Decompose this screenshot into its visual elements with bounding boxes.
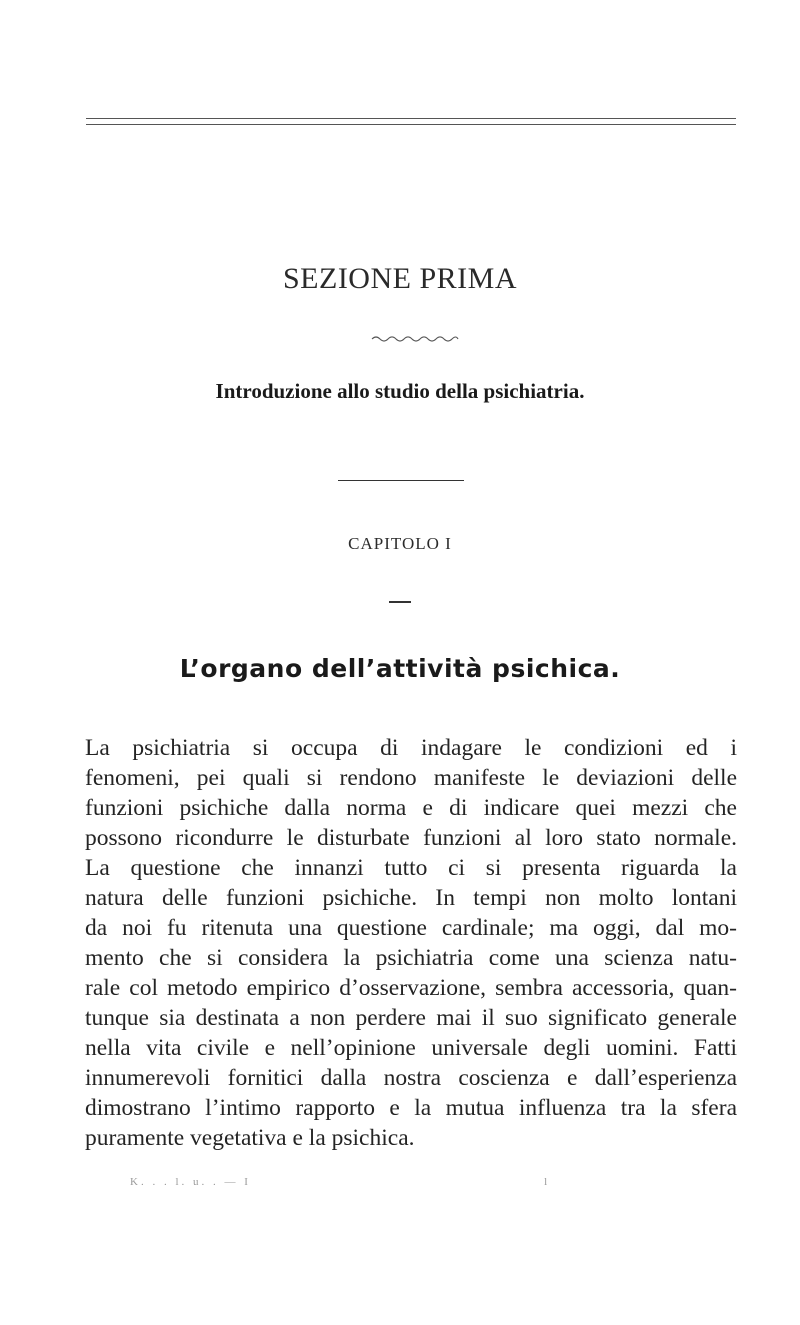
- chapter-title: L’organo dell’attività psichica.: [179, 654, 621, 683]
- chapter-dash: [389, 601, 411, 603]
- text-line: nella vita civile e nell’opinione universale degli uomini. Fatti: [85, 1035, 737, 1061]
- text-line: da noi fu ritenuta una questione cardinale; ma oggi, dal mo-: [85, 915, 737, 941]
- text-line: tunque sia destinata a non perdere mai il suo significato generale: [85, 1005, 737, 1031]
- text-line: La psichiatria si occupa di indagare le condizioni ed i: [85, 735, 737, 761]
- top-rule-second: [86, 124, 736, 125]
- text-line: innumerevoli fornitici dalla nostra coscienza e dall’esperienza: [85, 1065, 737, 1091]
- text-line: natura delle funzioni psichiche. In tempi non molto lontani: [85, 885, 737, 911]
- wavy-ornament: [370, 334, 460, 344]
- section-subtitle: Introduzione allo studio della psichiatria.: [215, 379, 585, 403]
- section-title: SEZIONE PRIMA: [282, 262, 517, 295]
- chapter-label: CAPITOLO I: [348, 534, 452, 553]
- text-line: mento che si considera la psichiatria come una scienza natu-: [85, 945, 737, 971]
- top-rule: [86, 118, 736, 119]
- text-line: possono ricondurre le disturbate funzioni al loro stato normale.: [85, 825, 737, 851]
- text-line: La questione che innanzi tutto ci si presenta riguarda la: [85, 855, 737, 881]
- text-line: fenomeni, pei quali si rendono manifeste le deviazioni delle: [85, 765, 737, 791]
- text-line: funzioni psichiche dalla norma e di indicare quei mezzi che: [85, 795, 737, 821]
- footer-marks: K. . . l. u. . — I l: [130, 1176, 551, 1188]
- text-line: puramente vegetativa e la psichica.: [85, 1125, 415, 1151]
- body-paragraph: [85, 733, 737, 1153]
- separator-rule: [338, 480, 464, 481]
- text-line: rale col metodo empirico d’osservazione, sembra accessoria, quan-: [85, 975, 737, 1001]
- text-line: dimostrano l’intimo rapporto e la mutua influenza tra la sfera: [85, 1095, 737, 1121]
